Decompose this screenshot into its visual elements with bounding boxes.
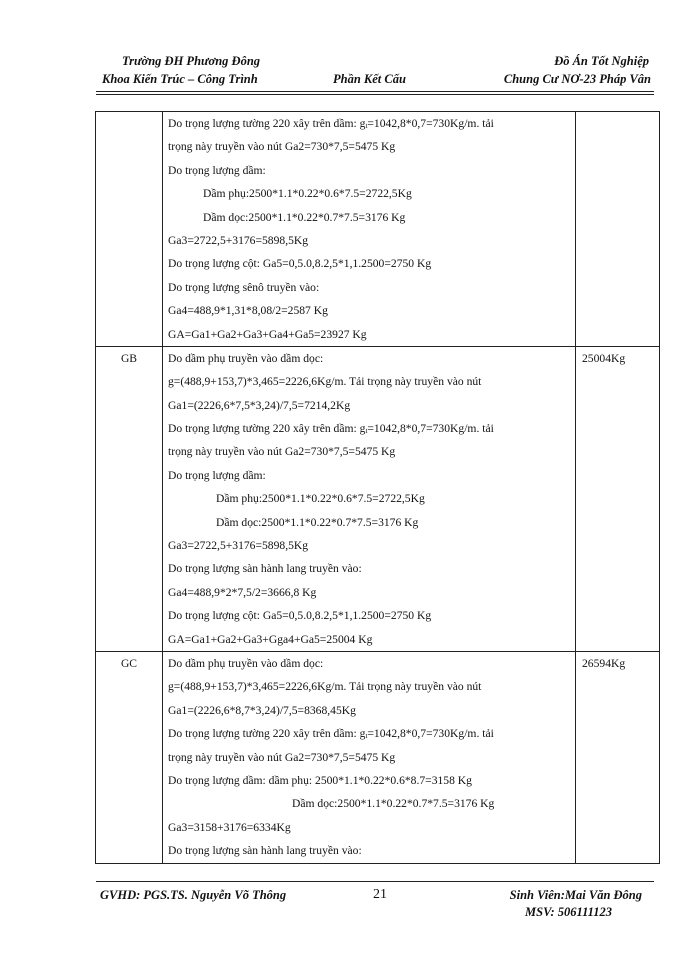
total-value xyxy=(582,112,659,135)
calculation-cell xyxy=(163,346,576,651)
line-text: Dầm dọc:2500*1.1*0.22*0.7*7.5=3176 Kg xyxy=(292,797,495,811)
total-cell xyxy=(576,346,660,651)
calculation-line xyxy=(163,792,575,815)
line-subscript: t xyxy=(365,732,368,741)
line-text: trọng này truyền vào nút Ga2=730*7,5=5475 Kg xyxy=(168,750,396,764)
calculation-line xyxy=(163,511,575,534)
calculation-line xyxy=(163,159,575,182)
supervisor: GVHD: PGS.TS. Nguyễn Võ Thông xyxy=(100,888,287,902)
line-text: Do trọng lượng sênô truyền vào: xyxy=(168,280,320,294)
line-text: trọng này truyền vào nút Ga2=730*7,5=5475 Kg xyxy=(168,445,396,459)
line-text: g=(488,9+153,7)*3,465=2226,6Kg/m. Tải trọng này truyền vào nút xyxy=(168,375,482,389)
line-text: Dầm dọc:2500*1.1*0.22*0.7*7.5=3176 Kg xyxy=(203,210,406,224)
calculation-line xyxy=(163,299,575,322)
node-cell xyxy=(96,651,163,863)
total-value: 25004Kg xyxy=(582,351,626,365)
calculation-line xyxy=(163,534,575,557)
line-text: Ga4=488,9*1,31*8,08/2=2587 Kg xyxy=(168,304,328,318)
calculation-line xyxy=(163,464,575,487)
calculation-line xyxy=(163,581,575,604)
calculation-line xyxy=(163,252,575,275)
line-text: Ga1=(2226,6*8,7*3,24)/7,5=8368,45Kg xyxy=(168,703,356,717)
header-rule xyxy=(96,91,654,92)
node-cell xyxy=(96,346,163,651)
line-text: Do trọng lượng sàn hành lang truyền vào: xyxy=(168,844,362,858)
calculation-line xyxy=(163,604,575,627)
calculation-line xyxy=(163,675,575,698)
calculation-line xyxy=(163,628,575,651)
student-name: Sinh Viên:Mai Văn Đông xyxy=(509,888,642,902)
line-subscript: t xyxy=(365,427,368,436)
line-text: g=(488,9+153,7)*3,465=2226,6Kg/m. Tải trọng này truyền vào nút xyxy=(168,680,482,694)
calculation-line xyxy=(163,229,575,252)
node-label xyxy=(96,112,162,135)
line-text: Ga3=2722,5+3176=5898,5Kg xyxy=(168,539,309,553)
line-text: Dầm dọc:2500*1.1*0.22*0.7*7.5=3176 Kg xyxy=(216,515,419,529)
line-text-cont: =1042,8*0,7=730Kg/m. tải xyxy=(367,422,494,436)
footer-rule xyxy=(96,881,654,882)
calculation-line xyxy=(163,394,575,417)
calculation-line xyxy=(163,276,575,299)
node-label: GB xyxy=(120,351,138,365)
calculation-line xyxy=(163,746,575,769)
line-text: Do trọng lượng cột: Ga5=0,5.0,8.2,5*1,1.2500=2750 Kg xyxy=(168,257,432,271)
calculation-line xyxy=(163,722,575,745)
node-label: GC xyxy=(120,656,138,670)
table-row xyxy=(96,651,660,863)
line-text: Ga4=488,9*2*7,5/2=3666,8 Kg xyxy=(168,585,317,599)
calculation-line xyxy=(163,487,575,510)
calculation-line xyxy=(163,347,575,370)
line-text: Do dầm phụ truyền vào dầm dọc: xyxy=(168,351,324,365)
calculation-line xyxy=(163,206,575,229)
line-text: Dầm phụ:2500*1.1*0.22*0.6*7.5=2722,5Kg xyxy=(216,492,425,506)
calculation-line xyxy=(163,323,575,346)
line-text: Do trọng lượng cột: Ga5=0,5.0,8.2,5*1,1.2500=2750 Kg xyxy=(168,609,432,623)
project-name: Chung Cư NƠ-23 Pháp Vân xyxy=(503,72,651,86)
school-name: Trường ĐH Phương Đông xyxy=(122,54,261,68)
calculation-line xyxy=(163,440,575,463)
line-text: Do trọng lượng dầm: dầm phụ: 2500*1.1*0.22*0.6*8.7=3158 Kg xyxy=(168,773,472,787)
line-subscript: t xyxy=(365,122,368,130)
calculation-line xyxy=(163,112,575,135)
load-calculation-table xyxy=(95,111,660,864)
calculation-line xyxy=(163,652,575,675)
student-id: MSV: 506111123 xyxy=(525,905,612,919)
faculty-name: Khoa Kiến Trúc – Công Trình xyxy=(102,72,258,86)
line-text: Dầm phụ:2500*1.1*0.22*0.6*7.5=2722,5Kg xyxy=(203,187,412,201)
calculation-line xyxy=(163,370,575,393)
calculation-line xyxy=(163,769,575,792)
section-title: Phần Kết Cấu xyxy=(333,72,406,86)
line-text: Do trọng lượng tường 220 xây trên dầm: g xyxy=(168,727,366,741)
total-value: 26594Kg xyxy=(582,656,626,670)
calculation-line xyxy=(163,816,575,839)
table-row xyxy=(96,112,660,347)
header-rule-2 xyxy=(96,94,654,95)
line-text: Ga3=3158+3176=6334Kg xyxy=(168,820,291,834)
line-text: GA=Ga1+Ga2+Ga3+Ga4+Ga5=23927 Kg xyxy=(168,327,367,341)
table-row xyxy=(96,346,660,651)
page-number: 21 xyxy=(373,887,387,902)
calculation-line xyxy=(163,699,575,722)
line-text: GA=Ga1+Ga2+Ga3+Gga4+Ga5=25004 Kg xyxy=(168,632,373,646)
calculation-line xyxy=(163,557,575,580)
node-cell xyxy=(96,112,163,347)
line-text: Do dầm phụ truyền vào dầm dọc: xyxy=(168,656,324,670)
table-body xyxy=(96,112,660,864)
calculation-cell xyxy=(163,651,576,863)
calculation-cell xyxy=(163,112,576,347)
calculation-line xyxy=(163,135,575,158)
line-text: Do trọng lượng dầm: xyxy=(168,468,266,482)
line-text: Ga1=(2226,6*7,5*3,24)/7,5=7214,2Kg xyxy=(168,398,351,412)
line-text: Ga3=2722,5+3176=5898,5Kg xyxy=(168,233,309,247)
line-text: Do trọng lượng sàn hành lang truyền vào: xyxy=(168,562,362,576)
calculation-line xyxy=(163,417,575,440)
line-text: trọng này truyền vào nút Ga2=730*7,5=5475 Kg xyxy=(168,140,396,154)
total-cell xyxy=(576,112,660,347)
calculation-line xyxy=(163,839,575,862)
calculation-line xyxy=(163,182,575,205)
line-text-cont: =1042,8*0,7=730Kg/m. tải xyxy=(367,117,494,130)
total-cell xyxy=(576,651,660,863)
line-text: Do trọng lượng tường 220 xây trên dầm: g xyxy=(168,117,366,130)
thesis-title: Đồ Án Tốt Nghiệp xyxy=(554,54,649,68)
line-text: Do trọng lượng tường 220 xây trên dầm: g xyxy=(168,422,366,436)
line-text-cont: =1042,8*0,7=730Kg/m. tải xyxy=(367,727,494,741)
line-text: Do trọng lượng dầm: xyxy=(168,163,266,177)
